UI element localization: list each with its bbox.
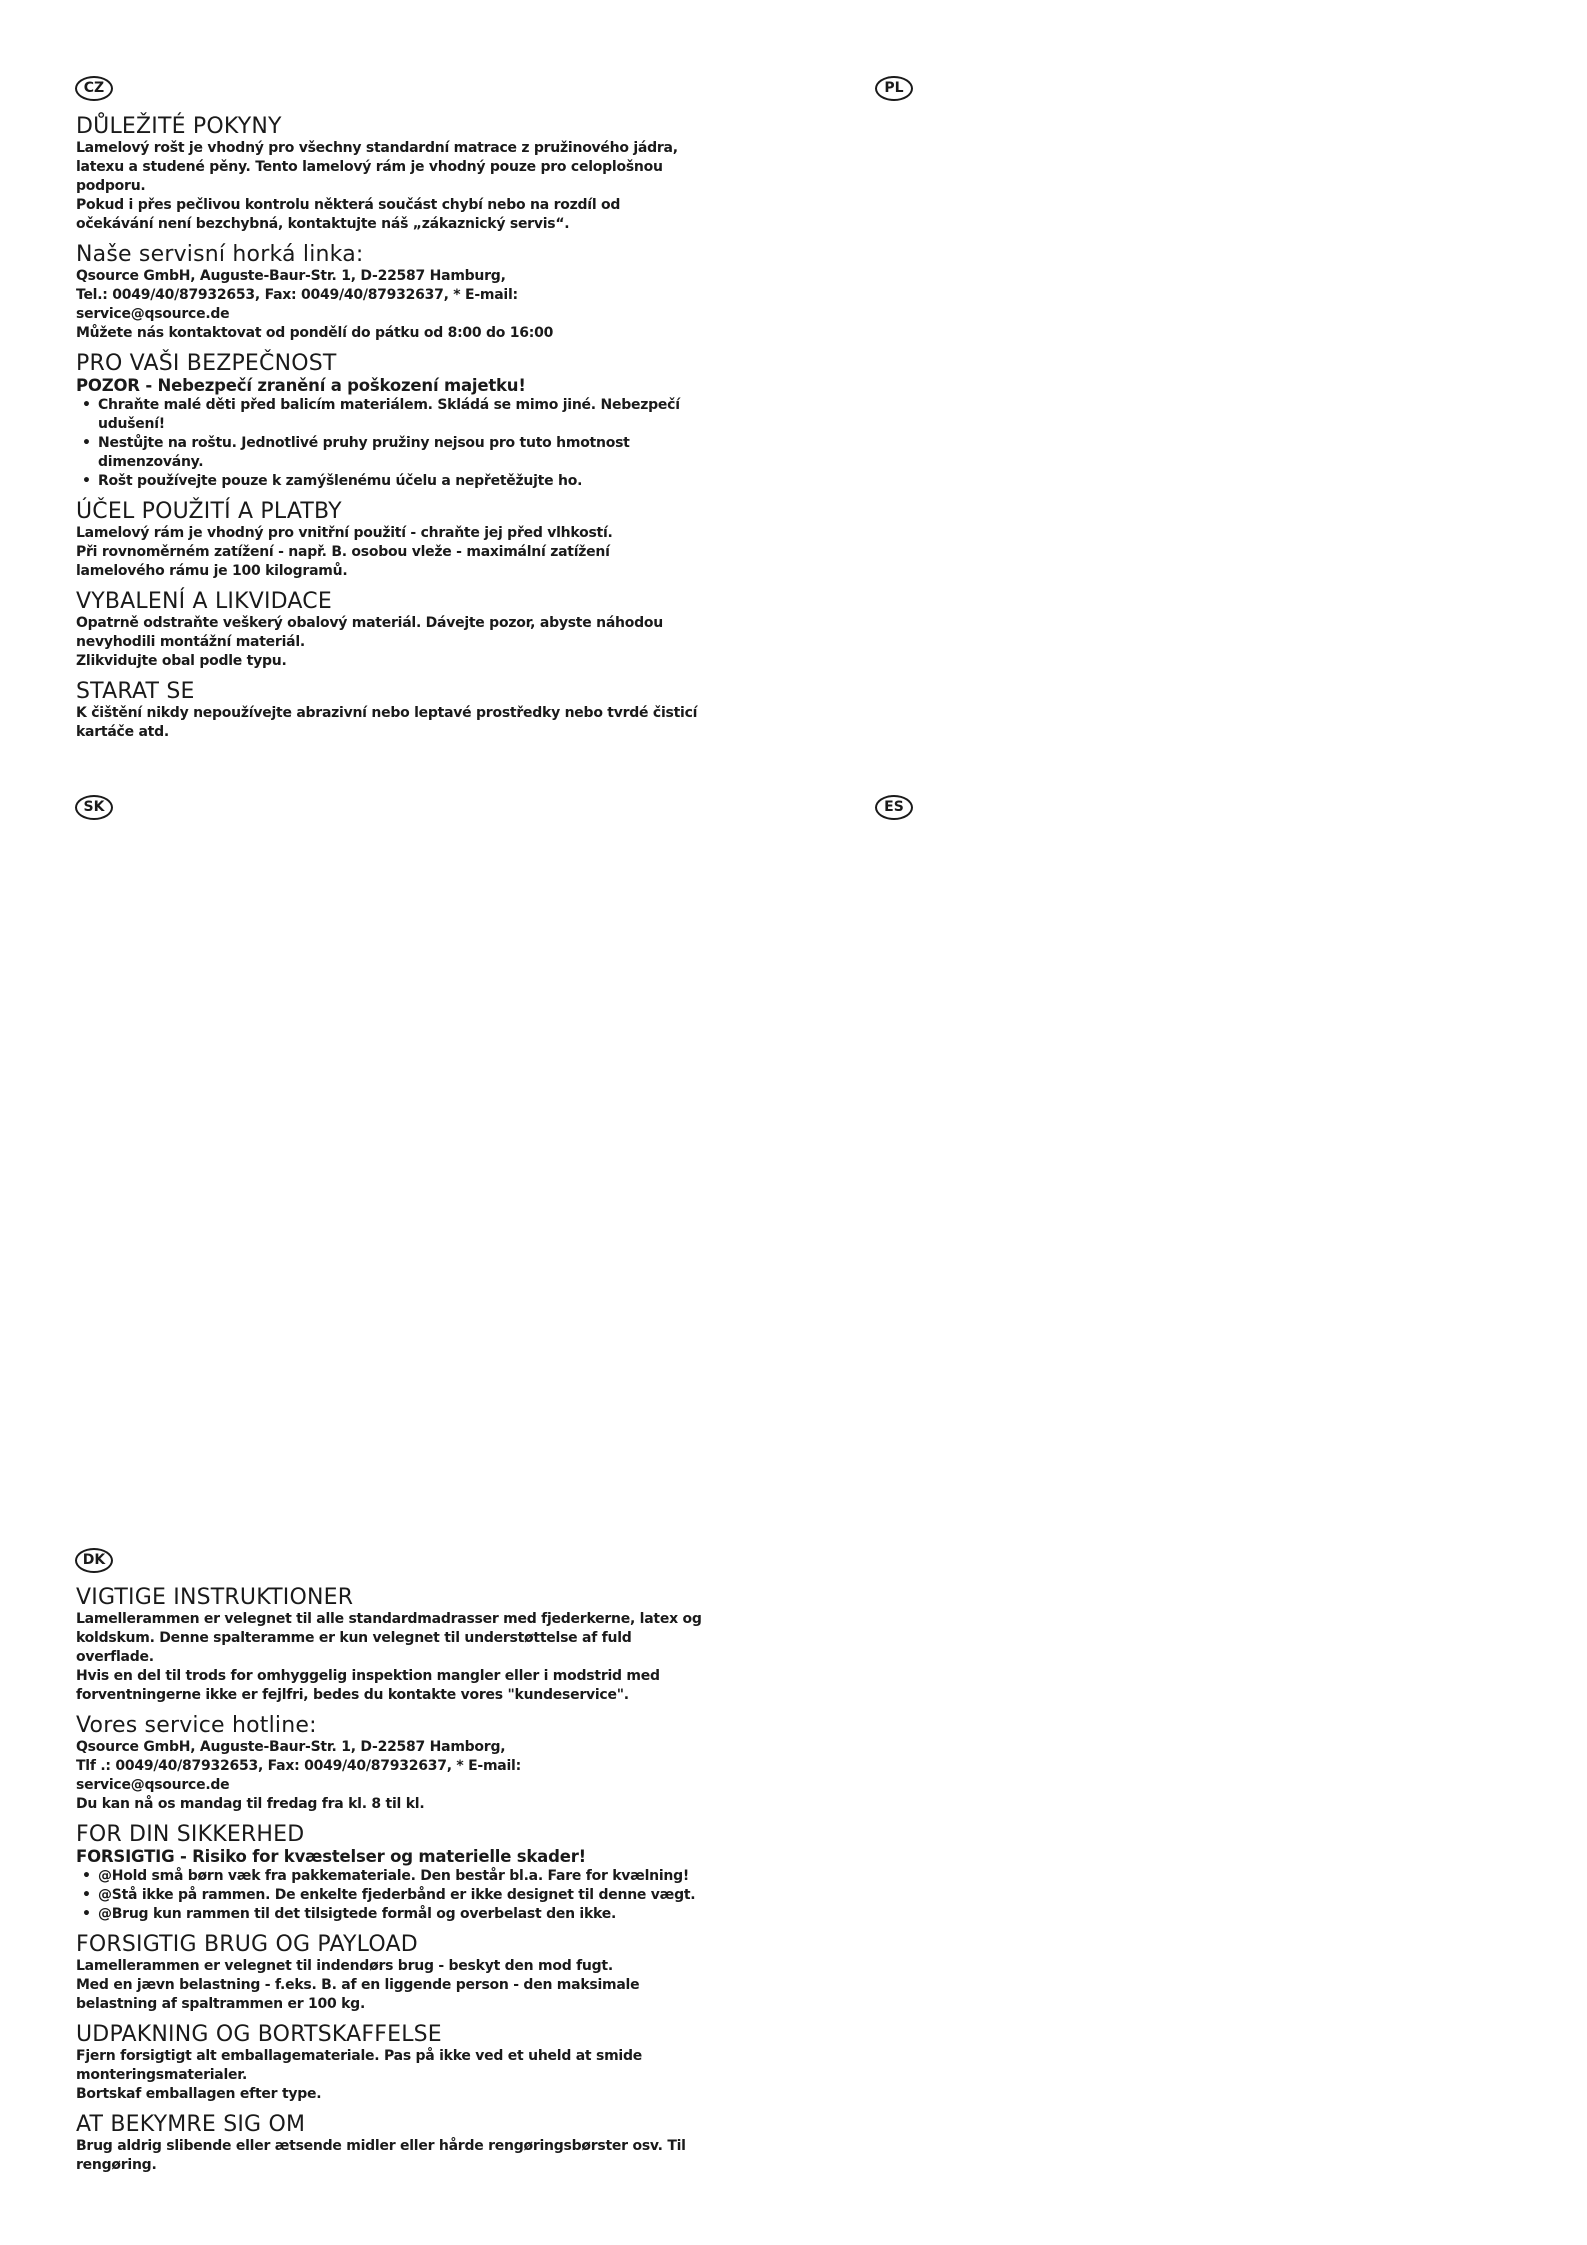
dk-hotline-email: service@qsource.de xyxy=(76,1777,230,1793)
dk-important-line: koldskum. Denne spalteramme er kun velegnet til understøttelse af fuld xyxy=(76,1630,632,1646)
dk-hotline-line: Du kan nå os mandag til fredag fra kl. 8 til kl. xyxy=(76,1796,425,1812)
dk-hotline-line: Tlf .: 0049/40/87932653, Fax: 0049/40/87932637, * E-mail: xyxy=(76,1758,521,1774)
cz-safety-list xyxy=(76,396,726,491)
cz-important-line: Lamelový rošt je vhodný pro všechny standardní matrace z pružinového jádra, xyxy=(76,140,678,156)
dk-important-title: VIGTIGE INSTRUKTIONER xyxy=(76,1585,354,1610)
cz-usage-title: ÚČEL POUŽITÍ A PLATBY xyxy=(76,499,342,524)
dk-instructions xyxy=(76,1586,726,2175)
dk-usage-line: Med en jævn belastning - f.eks. B. af en liggende person - den maksimale xyxy=(76,1977,640,1993)
dk-important-line: Lamellerammen er velegnet til alle standardmadrasser med fjederkerne, latex og xyxy=(76,1611,702,1627)
list-item: • @Hold små børn væk fra pakkemateriale. Den består bl.a. Fare for kvælning! xyxy=(76,1867,726,1886)
cz-unpacking-line: Zlikvidujte obal podle typu. xyxy=(76,653,287,669)
cz-unpacking-title: VYBALENÍ A LIKVIDACE xyxy=(76,589,332,614)
dk-usage-line: belastning af spaltrammen er 100 kg. xyxy=(76,1996,366,2012)
dk-hotline-title: Vores service hotline: xyxy=(76,1713,317,1738)
cz-usage-line: Při rovnoměrném zatížení - např. B. osobou vleže - maximální zatížení xyxy=(76,544,610,560)
cz-usage-line: lamelového rámu je 100 kilogramů. xyxy=(76,563,348,579)
dk-unpacking-line: Bortskaf emballagen efter type. xyxy=(76,2086,322,2102)
cz-unpacking-line: nevyhodili montážní materiál. xyxy=(76,634,305,650)
dk-hotline-line: Qsource GmbH, Auguste-Baur-Str. 1, D-22587 Hamborg, xyxy=(76,1739,506,1755)
cz-important-line: latexu a studené pěny. Tento lamelový rám je vhodný pouze pro celoplošnou xyxy=(76,159,663,175)
list-item: • Rošt používejte pouze k zamýšlenému účelu a nepřetěžujte ho. xyxy=(76,472,726,491)
cz-care-line: kartáče atd. xyxy=(76,724,169,740)
language-badge-pl: PL xyxy=(875,76,913,101)
dk-safety-title: FOR DIN SIKKERHED xyxy=(76,1822,305,1847)
dk-important-line: forventningerne ikke er fejlfri, bedes du kontakte vores "kundeservice". xyxy=(76,1687,629,1703)
language-badge-es: ES xyxy=(875,795,913,820)
dk-usage-title: FORSIGTIG BRUG OG PAYLOAD xyxy=(76,1932,418,1957)
cz-usage-line: Lamelový rám je vhodný pro vnitřní použití - chraňte jej před vlhkostí. xyxy=(76,525,613,541)
dk-care-line: rengøring. xyxy=(76,2157,157,2173)
dk-unpacking-line: monteringsmaterialer. xyxy=(76,2067,248,2083)
cz-hotline-title: Naše servisní horká linka: xyxy=(76,242,364,267)
cz-important-line: podporu. xyxy=(76,178,146,194)
dk-unpacking-title: UDPAKNING OG BORTSKAFFELSE xyxy=(76,2022,442,2047)
dk-important-line: overflade. xyxy=(76,1649,154,1665)
cz-important-title: DŮLEŽITÉ POKYNY xyxy=(76,114,282,139)
language-badge-sk: SK xyxy=(75,795,113,820)
list-item: • @Brug kun rammen til det tilsigtede formål og overbelast den ikke. xyxy=(76,1905,726,1924)
dk-care-line: Brug aldrig slibende eller ætsende midler eller hårde rengøringsbørster osv. Til xyxy=(76,2138,686,2154)
cz-important-line: Pokud i přes pečlivou kontrolu některá součást chybí nebo na rozdíl od xyxy=(76,197,621,213)
language-badge-dk: DK xyxy=(75,1548,113,1573)
cz-safety-title: PRO VAŠI BEZPEČNOST xyxy=(76,351,337,376)
list-item: • Nestůjte na roštu. Jednotlivé pruhy pružiny nejsou pro tuto hmotnost dimenzovány. xyxy=(76,434,726,472)
cz-hotline-line: Můžete nás kontaktovat od pondělí do pátku od 8:00 do 16:00 xyxy=(76,325,554,341)
cz-safety-warning: POZOR - Nebezpečí zranění a poškození majetku! xyxy=(76,376,526,395)
cz-care-title: STARAT SE xyxy=(76,679,195,704)
cz-care-line: K čištění nikdy nepoužívejte abrazivní nebo leptavé prostředky nebo tvrdé čisticí xyxy=(76,705,698,721)
cz-unpacking-line: Opatrně odstraňte veškerý obalový materiál. Dávejte pozor, abyste náhodou xyxy=(76,615,663,631)
cz-important-line: očekávání není bezchybná, kontaktujte náš „zákaznický servis“. xyxy=(76,216,570,232)
dk-usage-line: Lamellerammen er velegnet til indendørs brug - beskyt den mod fugt. xyxy=(76,1958,613,1974)
language-badge-cz: CZ xyxy=(75,76,113,101)
list-item: • @Stå ikke på rammen. De enkelte fjederbånd er ikke designet til denne vægt. xyxy=(76,1886,726,1905)
list-item: • Chraňte malé děti před balicím materiálem. Skládá se mimo jiné. Nebezpečí udušení! xyxy=(76,396,726,434)
cz-hotline-line: Tel.: 0049/40/87932653, Fax: 0049/40/87932637, * E-mail: xyxy=(76,287,518,303)
cz-instructions xyxy=(76,115,726,742)
dk-safety-warning: FORSIGTIG - Risiko for kvæstelser og materielle skader! xyxy=(76,1847,586,1866)
cz-hotline-email: service@qsource.de xyxy=(76,306,230,322)
dk-important-line: Hvis en del til trods for omhyggelig inspektion mangler eller i modstrid med xyxy=(76,1668,660,1684)
dk-safety-list xyxy=(76,1867,726,1924)
cz-hotline-line: Qsource GmbH, Auguste-Baur-Str. 1, D-22587 Hamburg, xyxy=(76,268,506,284)
dk-care-title: AT BEKYMRE SIG OM xyxy=(76,2112,306,2137)
dk-unpacking-line: Fjern forsigtigt alt emballagemateriale. Pas på ikke ved et uheld at smide xyxy=(76,2048,642,2064)
